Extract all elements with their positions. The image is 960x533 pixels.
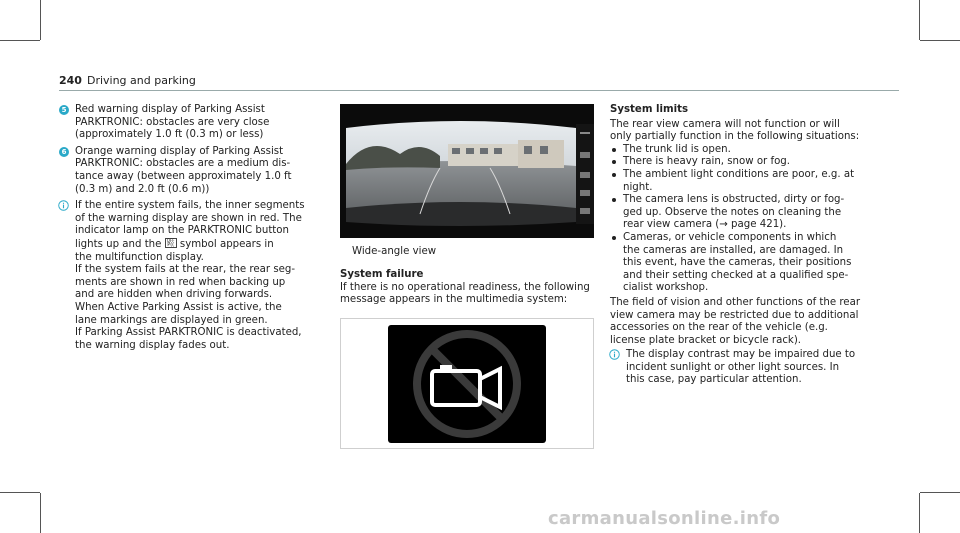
text-line: only partially function in the following situations: <box>610 131 860 143</box>
text-line: message appears in the multimedia system: <box>340 294 568 306</box>
list-item: The camera lens is obstructed, dirty or fog- ged up. Observe the notes on cleaning the rear view camera (→ page 421). <box>610 194 872 232</box>
callout-badge: 5 <box>59 105 69 115</box>
info-note <box>59 200 327 352</box>
text-line: The rear view camera will not function or will <box>610 118 840 130</box>
crop-mark <box>919 0 920 40</box>
text-line: If Parking Assist PARKTRONIC is deactivated, <box>75 327 302 339</box>
text-line: and are hidden when driving forwards. <box>75 289 273 301</box>
section-heading: System limits <box>610 104 689 115</box>
section-heading: System failure <box>340 269 424 280</box>
list-item: There is heavy rain, snow or fog. <box>610 156 872 169</box>
list-item: Cameras, or vehicle components in which the cameras are installed, are damaged. In this event, have the cameras, their positions and their setting checked at a qualified spe- cialist workshop. <box>610 232 872 295</box>
image-caption: Wide-angle view <box>352 246 437 257</box>
crop-mark <box>40 0 41 40</box>
crop-mark <box>0 40 40 41</box>
list-item: The trunk lid is open. <box>610 144 872 157</box>
watermark: carmanualsonline.info <box>548 508 781 529</box>
text-line: of the warning display are shown in red. The <box>75 212 302 224</box>
system-failure-section <box>340 269 596 307</box>
text-line: Orange warning display of Parking Assist <box>75 145 284 157</box>
info-icon <box>609 349 620 360</box>
legend-item-orange <box>59 146 327 196</box>
right-column <box>610 104 872 387</box>
left-column <box>59 104 327 352</box>
text-line: ments are shown in red when backing up <box>75 276 286 288</box>
crop-mark <box>0 492 40 493</box>
legend-item-red <box>59 104 327 142</box>
text-fragment: lights up and the <box>75 238 162 250</box>
crop-mark <box>40 493 41 533</box>
text-line: Red warning display of Parking Assist <box>75 104 265 115</box>
text-line: (0.3 m) and 2.0 ft (0.6 m)) <box>75 183 210 195</box>
text-line: When Active Parking Assist is active, the <box>75 301 282 313</box>
page-reference: rear view camera (→ page 421). <box>623 219 787 231</box>
crop-mark <box>920 492 960 493</box>
callout-badge: 6 <box>59 147 69 157</box>
failure-message-screen <box>388 325 546 443</box>
text-line: If the entire system fails, the inner segments <box>75 200 305 212</box>
text-line: indicator lamp on the PARKTRONIC button <box>75 225 289 237</box>
section-title: Driving and parking <box>86 74 196 87</box>
page-header <box>59 74 196 87</box>
text-line: the multifunction display. <box>75 251 204 263</box>
text-line: (approximately 1.0 ft (0.3 m) or less) <box>75 129 264 141</box>
text-line: If there is no operational readiness, the following <box>340 281 590 293</box>
parktronic-button-symbol: OFF P(( <box>165 238 177 248</box>
header-divider <box>59 90 899 91</box>
text-line: lane markings are displayed in green. <box>75 314 268 326</box>
info-note: The display contrast may be impaired due to incident sunlight or other light sources. In this case, pay particular attention. <box>610 349 872 387</box>
crop-mark <box>919 493 920 533</box>
camera-unavailable-icon <box>388 325 546 443</box>
text-line: PARKTRONIC: obstacles are very close <box>75 116 270 128</box>
text-fragment: symbol appears in <box>179 238 274 250</box>
text-line: If the system fails at the rear, the rear seg- <box>75 264 296 276</box>
info-icon <box>58 200 69 211</box>
crop-mark <box>920 40 960 41</box>
text-line: tance away (between approximately 1.0 ft <box>75 170 292 182</box>
page-number: 240 <box>59 74 82 87</box>
camera-view-illustration <box>340 104 594 238</box>
text-line: PARKTRONIC: obstacles are a medium dis- <box>75 158 291 170</box>
list-item: The ambient light conditions are poor, e.g. at night. <box>610 169 872 194</box>
text-line: the warning display fades out. <box>75 339 230 351</box>
paragraph: The field of vision and other functions of the rear view camera may be restricted due to additional accessories on the rear of the vehicle (e.g. license plate bracket or bicycle rack). <box>610 296 861 346</box>
wide-angle-camera-image <box>340 104 594 238</box>
